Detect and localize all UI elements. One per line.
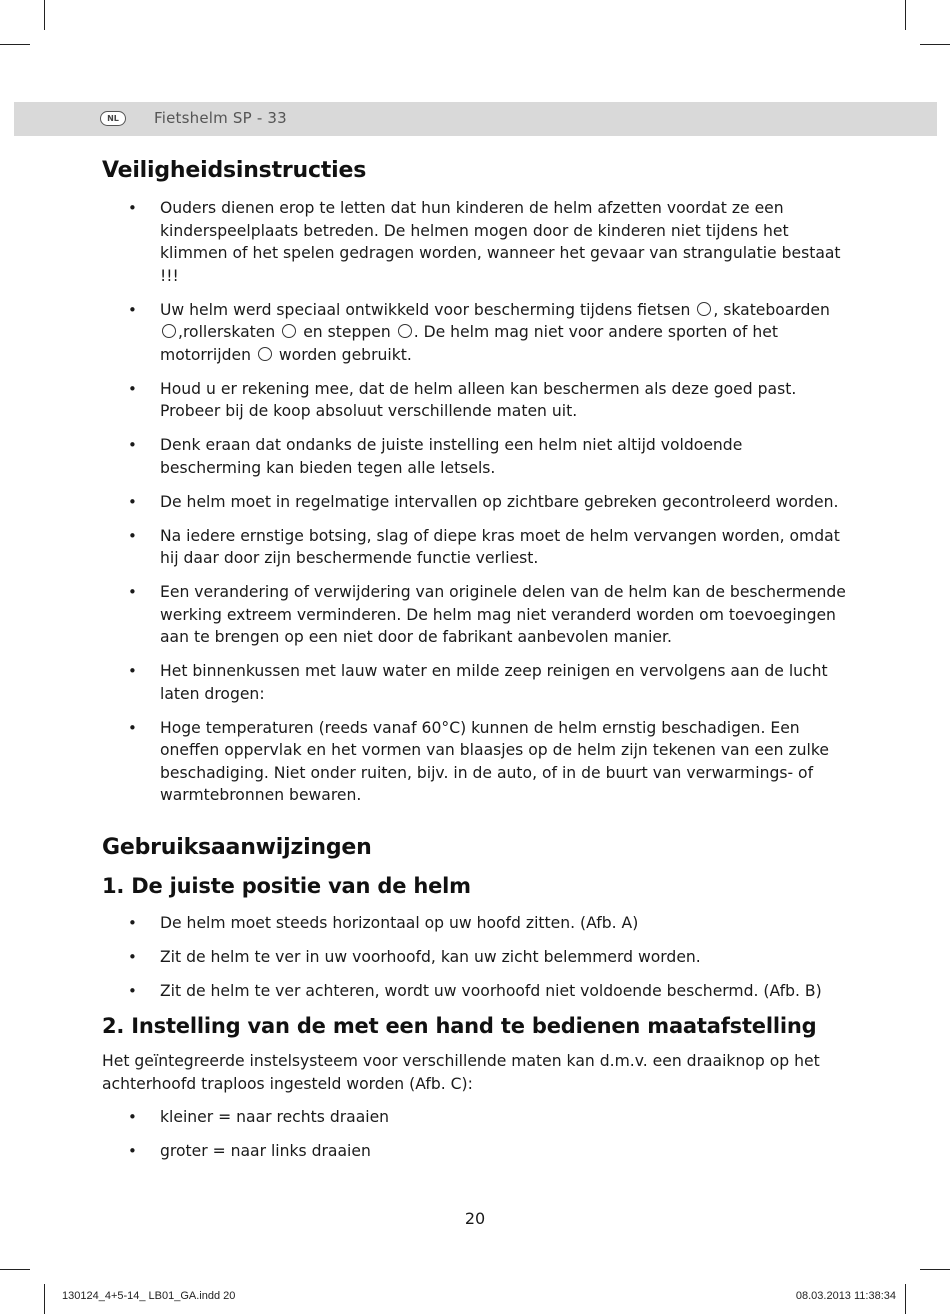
scooter-icon	[398, 324, 412, 338]
list-item: • groter = naar links draaien	[102, 1140, 848, 1163]
list-item: • Houd u er rekening mee, dat de helm alleen kan beschermen als deze goed past. Probeer bij de koop absoluut verschillende maten uit.	[128, 379, 797, 420]
bicycle-icon	[697, 302, 711, 316]
bullet: •	[128, 1108, 137, 1126]
list-item: • Hoge temperaturen (reeds vanaf 60°C) kunnen de helm ernstig beschadigen. Een oneffen oppervlak en het vormen van blaasjes op de helm zijn tekenen van een zulke beschadiging. Niet onder ruiten, bijv. in de auto, of in de buurt van verwarmings- of warmtebronnen bewaren.	[128, 718, 829, 804]
language-badge: NL	[100, 111, 126, 126]
list-item: • De helm moet steeds horizontaal op uw hoofd zitten. (Afb. A)	[102, 912, 848, 935]
list-item: • Een verandering of verwijdering van originele delen van de helm kan de beschermende werking extreem verminderen. De helm mag niet veranderd worden om toevoegingen aan te brengen op een niet door de fabrikant aanbevolen manier.	[128, 583, 846, 646]
bullet: •	[128, 300, 137, 319]
bullet: •	[128, 662, 137, 680]
crop-mark	[44, 1284, 45, 1314]
adjustment-heading: 2. Instelling van de met een hand te bedienen maatafstelling	[102, 1014, 817, 1038]
bullet: •	[128, 913, 137, 932]
skateboard-icon	[162, 324, 176, 338]
crop-mark	[0, 44, 30, 45]
bullet: •	[128, 526, 137, 545]
list-item: • Denk eraan dat ondanks de juiste instelling een helm niet altijd voldoende bescherming kan bieden tegen alle letsels.	[128, 436, 743, 477]
crop-mark	[920, 1269, 950, 1270]
bullet: •	[128, 981, 137, 1000]
list-item: • Het binnenkussen met lauw water en milde zeep reinigen en vervolgens aan de lucht laten drogen:	[128, 662, 828, 703]
list-item: • Zit de helm te ver achteren, wordt uw voorhoofd niet voldoende beschermd. (Afb. B)	[102, 980, 848, 1003]
crop-mark	[905, 1284, 906, 1314]
list-item: • Na iedere ernstige botsing, slag of diepe kras moet de helm vervangen worden, omdat hij daar door zijn beschermende functie verliest.	[128, 526, 840, 567]
bullet: •	[128, 492, 137, 511]
bullet: •	[128, 1142, 137, 1160]
page-content	[102, 158, 848, 1174]
header-bar	[14, 102, 937, 136]
footer-file: 130124_4+5-14_ LB01_GA.indd 20	[62, 1290, 236, 1302]
header-title: Fietshelm SP - 33	[154, 109, 287, 127]
no-motorcycle-icon	[258, 347, 272, 361]
safety-heading: Veiligheidsinstructies	[102, 158, 367, 183]
list-item: • De helm moet in regelmatige intervallen op zichtbare gebreken gecontroleerd worden.	[102, 491, 848, 514]
list-item: • Zit de helm te ver in uw voorhoofd, kan uw zicht belemmerd worden.	[102, 946, 848, 969]
list-item: • Ouders dienen erop te letten dat hun kinderen de helm afzetten voordat ze een kinderspeelplaats betreden. De helmen mogen door de kinderen niet tijdens het klimmen of het spelen gedragen worden, wanneer het gevaar van strangulatie bestaat !!!	[128, 199, 841, 285]
footer-date: 08.03.2013 11:38:34	[795, 1290, 896, 1302]
list-item: • kleiner = naar rechts draaien	[102, 1106, 848, 1129]
bullet: •	[128, 718, 137, 737]
crop-mark	[0, 1269, 30, 1270]
bullet: •	[128, 199, 137, 217]
bullet: •	[128, 436, 137, 454]
bullet: •	[128, 379, 137, 398]
bullet: •	[128, 947, 137, 966]
page-number: 20	[464, 1209, 486, 1228]
adjustment-intro: Het geïntegreerde instelsysteem voor verschillende maten kan d.m.v. een draaiknop op het achterhoofd traploos ingesteld worden (Afb. C):	[102, 1052, 820, 1093]
rollerskate-icon	[282, 324, 296, 338]
crop-mark	[920, 44, 950, 45]
crop-mark	[905, 0, 906, 30]
safety-list	[102, 197, 848, 807]
adjustment-list	[102, 1106, 848, 1163]
usage-heading: Gebruiksaanwijzingen	[102, 834, 372, 860]
bullet: •	[128, 583, 137, 601]
position-list	[102, 912, 848, 1003]
list-item: • Uw helm werd speciaal ontwikkeld voor bescherming tijdens fietsen , skateboarden ,rollerskaten en steppen . De helm mag niet voor andere sporten of het motorrijden worden gebruikt.	[128, 300, 830, 364]
crop-mark	[44, 0, 45, 30]
position-heading: 1. De juiste positie van de helm	[102, 873, 471, 898]
